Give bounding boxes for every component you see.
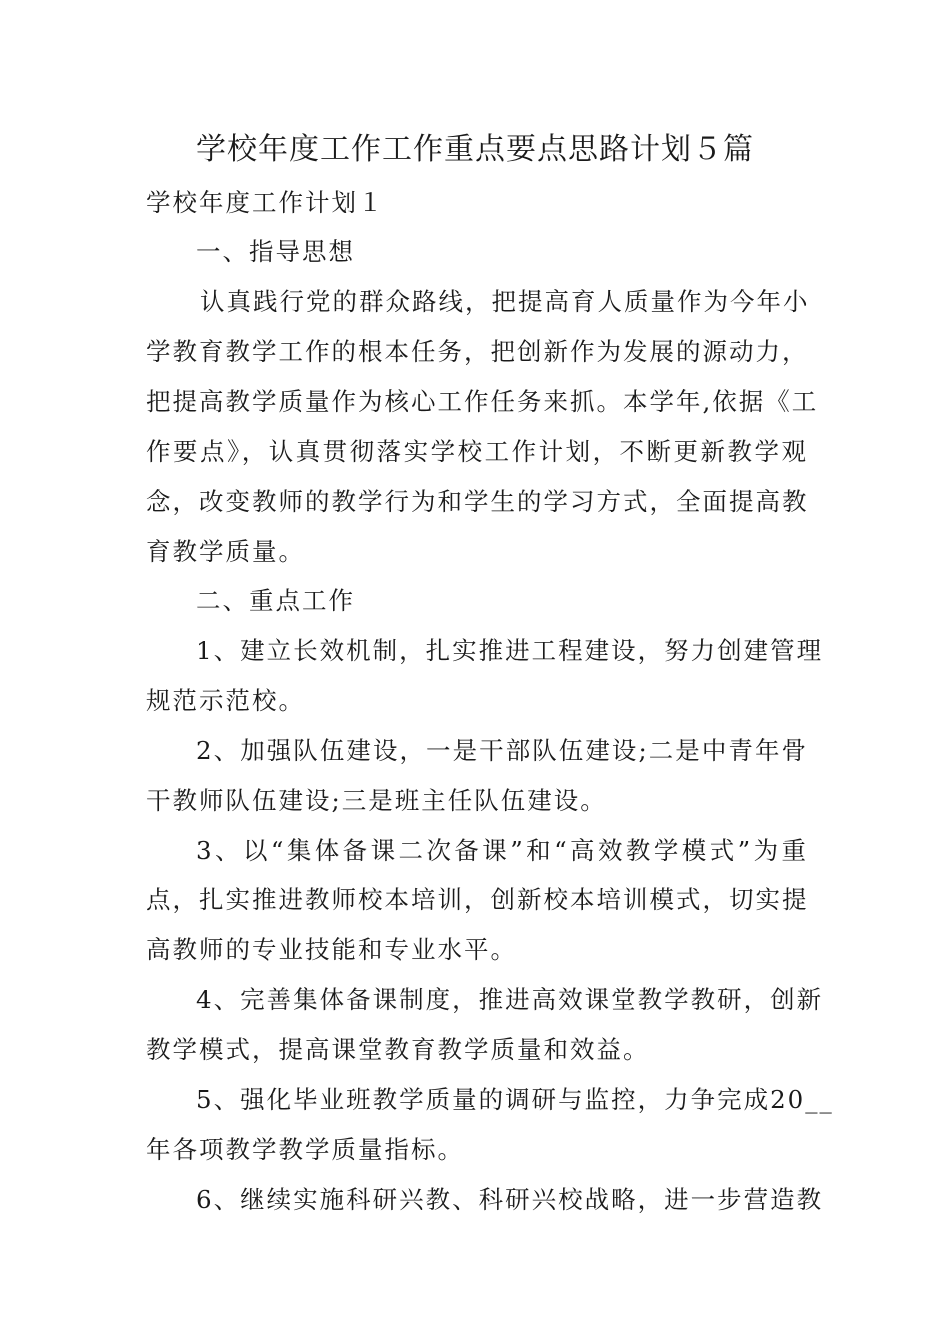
section-heading-key-work: 二、重点工作 [196,586,355,615]
list-item-line: 干教师队伍建设;三是班主任队伍建设。 [146,786,607,815]
paragraph-line: 作要点》，认真贯彻落实学校工作计划，不断更新教学观 [146,437,808,466]
paragraph-line: 念，改变教师的教学行为和学生的学习方式，全面提高教 [146,487,809,516]
document-title: 学校年度工作工作重点要点思路计划５篇 [196,132,754,167]
list-item-line: 3、以“集体备课二次备课”和“高效教学模式”为重 [196,836,808,865]
list-item-line: 5、强化毕业班教学质量的调研与监控，力争完成20__ [196,1085,834,1114]
list-item-line: 高教师的专业技能和专业水平。 [146,935,517,964]
list-item-line: 点，扎实推进教师校本培训，创新校本培训模式，切实提 [146,885,809,914]
list-item-line: 4、完善集体备课制度，推进高效课堂教学教研，创新 [196,985,824,1014]
section-heading-guiding-ideology: 一、指导思想 [196,237,355,266]
list-item-line: 6、继续实施科研兴教、科研兴校战略，进一步营造教 [196,1185,824,1214]
list-item-line: 教学模式，提高课堂教育教学质量和效益。 [146,1035,650,1064]
plan-subtitle: 学校年度工作计划１ [146,188,385,217]
paragraph-line: 育教学质量。 [146,537,305,566]
paragraph-line: 认真践行党的群众路线，把提高育人质量作为今年小 [200,287,810,316]
list-item-line: 年各项教学教学质量指标。 [146,1135,464,1164]
paragraph-line: 把提高教学质量作为核心工作任务来抓。本学年,依据《工 [146,387,819,416]
paragraph-line: 学教育教学工作的根本任务，把创新作为发展的源动力， [146,337,809,366]
list-item-line: 1、建立长效机制，扎实推进工程建设，努力创建管理 [196,636,824,665]
list-item-line: 规范示范校。 [146,686,305,715]
list-item-line: 2、加强队伍建设，一是干部队伍建设;二是中青年骨 [196,736,808,765]
